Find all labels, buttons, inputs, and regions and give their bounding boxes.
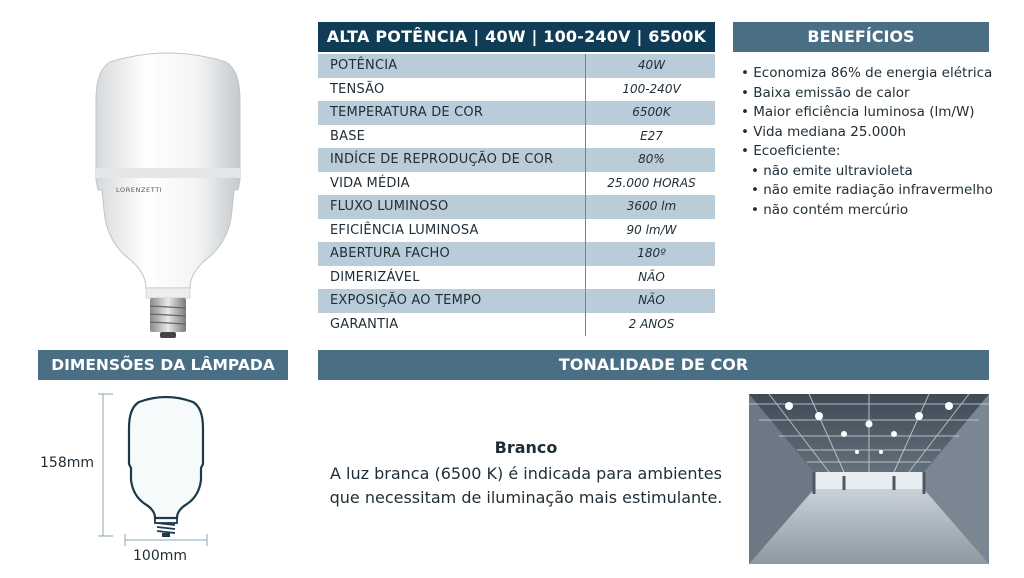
spec-row-value: 80% bbox=[638, 152, 665, 166]
spec-row-label: BASE bbox=[330, 128, 366, 144]
spec-row-label: VIDA MÉDIA bbox=[330, 175, 410, 191]
spec-row bbox=[318, 266, 715, 290]
spec-row-label: TENSÃO bbox=[330, 81, 385, 97]
benefit-subitem: • não emite ultravioleta bbox=[751, 162, 913, 179]
spec-row-label: INDÍCE DE REPRODUÇÃO DE COR bbox=[330, 152, 554, 167]
benefit-item: • Vida mediana 25.000h bbox=[741, 123, 907, 140]
tonality-header: TONALIDADE DE COR bbox=[318, 350, 989, 380]
spec-row-value: E27 bbox=[640, 128, 663, 143]
tonality-line-1: A luz branca (6500 K) é indicada para ambientes bbox=[330, 464, 722, 483]
spec-row-label: POTÊNCIA bbox=[330, 58, 398, 73]
spec-row bbox=[318, 125, 715, 149]
spec-row bbox=[318, 242, 715, 266]
spec-row-value: NÃO bbox=[638, 293, 665, 307]
spec-row-label: TEMPERATURA DE COR bbox=[330, 105, 484, 120]
spec-row-value: 40W bbox=[637, 58, 666, 72]
benefits-list bbox=[741, 64, 1021, 220]
tonality-description bbox=[320, 462, 732, 510]
spec-row bbox=[318, 313, 715, 337]
spec-row-label: EXPOSIÇÃO AO TEMPO bbox=[330, 293, 482, 308]
spec-row-value: NÃO bbox=[638, 269, 665, 284]
spec-row-value: 180º bbox=[637, 246, 666, 260]
spec-column-divider bbox=[585, 54, 586, 336]
dimensions-header: DIMENSÕES DA LÂMPADA bbox=[38, 350, 288, 380]
benefit-item: • Ecoeficiente: bbox=[741, 143, 841, 159]
spec-row-label: ABERTURA FACHO bbox=[330, 246, 450, 261]
spec-row-label: EFICIÊNCIA LUMINOSA bbox=[330, 222, 479, 238]
spec-row bbox=[318, 78, 715, 102]
warehouse-photo bbox=[749, 394, 989, 564]
tonality-line-2: que necessitam de iluminação mais estimulante. bbox=[329, 488, 723, 507]
spec-row bbox=[318, 172, 715, 196]
spec-row-value: 100-240V bbox=[622, 81, 681, 96]
benefit-item: • Economiza 86% de energia elétrica bbox=[741, 65, 993, 81]
spec-row bbox=[318, 195, 715, 219]
benefit-item: • Maior eficiência luminosa (lm/W) bbox=[741, 104, 975, 120]
spec-row-label: FLUXO LUMINOSO bbox=[330, 199, 449, 214]
tonality-title: Branco bbox=[494, 438, 558, 457]
bulb-product-image bbox=[80, 40, 255, 340]
spec-row-value: 3600 lm bbox=[626, 199, 677, 213]
spec-row-value: 2 ANOS bbox=[628, 316, 675, 331]
benefits-header: BENEFÍCIOS bbox=[733, 22, 989, 52]
benefit-item: • Baixa emissão de calor bbox=[741, 84, 910, 101]
spec-row-value: 6500K bbox=[632, 105, 671, 119]
spec-row-label: GARANTIA bbox=[330, 316, 399, 332]
spec-row bbox=[318, 101, 715, 125]
dimension-height-label: 158mm bbox=[40, 455, 94, 471]
spec-row-value: 90 lm/W bbox=[626, 222, 677, 237]
spec-row bbox=[318, 54, 715, 78]
spec-row-value: 25.000 HORAS bbox=[607, 175, 696, 190]
bulb-brand-label: LORENZETTI bbox=[116, 186, 163, 194]
dimension-width-label: 100mm bbox=[133, 548, 187, 564]
spec-row bbox=[318, 148, 715, 172]
benefit-subitem: • não emite radiação infravermelho bbox=[751, 182, 993, 198]
spec-row-label: DIMERIZÁVEL bbox=[330, 269, 420, 285]
spec-row bbox=[318, 219, 715, 243]
bulb-dimension-drawing bbox=[95, 388, 220, 548]
benefit-subitem: • não contém mercúrio bbox=[751, 201, 909, 218]
spec-table bbox=[318, 54, 715, 336]
spec-row bbox=[318, 289, 715, 313]
spec-header: ALTA POTÊNCIA | 40W | 100-240V | 6500K bbox=[318, 22, 715, 52]
